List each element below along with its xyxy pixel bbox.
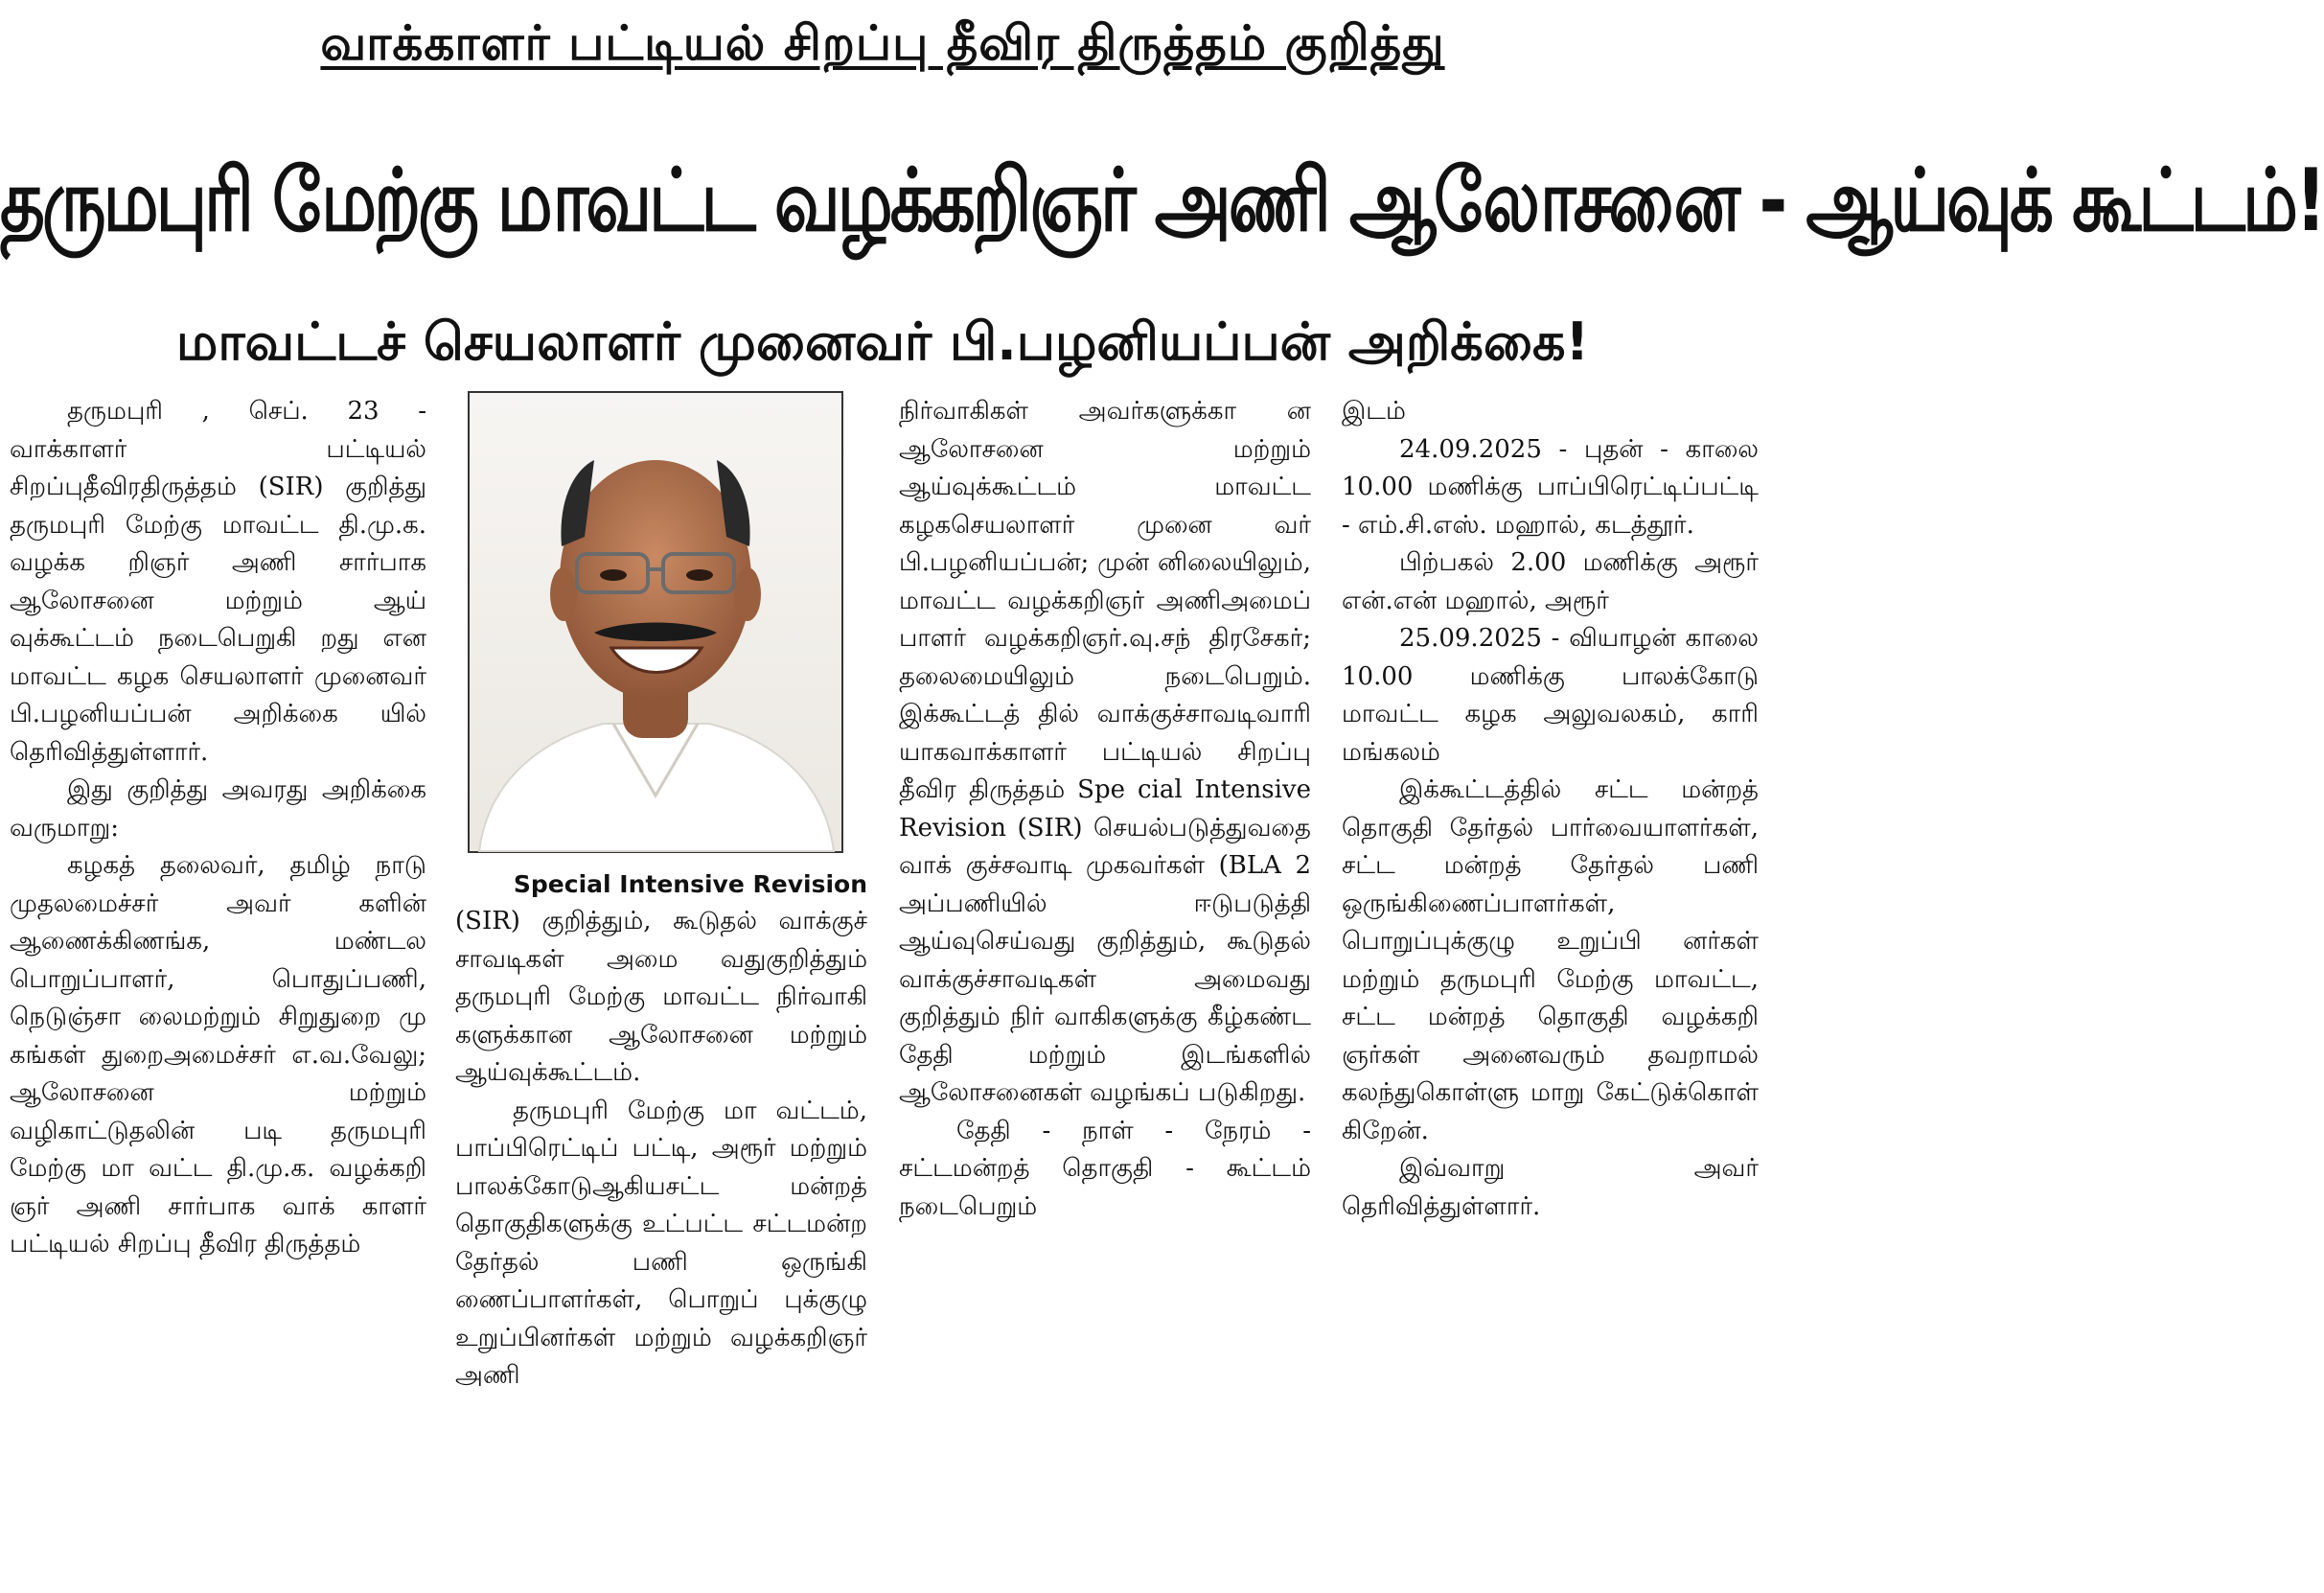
paragraph: இக்கூட்டத்தில் சட்ட மன்றத் தொகுதி தேர்தல் பார்வையாளர்கள், சட்ட மன்றத் தேர்தல் பணி ஒருங்கிணைப்பாளர்கள், பொறுப்புக்குழு உறுப்பி னர்கள் மற்றும் தருமபுரி மேற்கு மாவட்ட, சட்ட மன்றத் தொகுதி வழக்கறி ஞர்கள் அனைவரும் தவறாமல் கலந்துகொள்ளு மாறு கேட்டுக்கொள் கிறேன். [1342,775,1759,1145]
photo-caption: Special Intensive Revision [513,870,867,898]
paragraph: 24.09.2025 - புதன் - காலை 10.00 மணிக்கு பாப்பிரெட்டிப்பட்டி - எம்.சி.எஸ். மஹால், கடத்தூர். [1342,434,1759,540]
paragraph: இது குறித்து அவரது அறிக்கை வருமாறு: [10,775,426,843]
main-headline: தருமபுரி மேற்கு மாவட்ட வழக்கறிஞர் அணி ஆலோசனை - ஆய்வுக் கூட்டம்! [0,150,2324,251]
portrait-illustration [470,393,841,851]
paragraph: தருமபுரி , செப். 23 - வாக்காளர் பட்டியல் சிறப்புதீவிரதிருத்தம் (SIR) குறித்து தருமபுரி மேற்கு மாவட்ட தி.மு.க. வழக்க றிஞர் அணி சார்பாக ஆலோசனை மற்றும் ஆய் வுக்கூட்டம் நடைபெறுகி றது என மாவட்ட கழக செயலாளர் முனைவர் பி.பழனியப்பன் அறிக்கை யில் தெரிவித்துள்ளார். [10,397,426,767]
paragraph: தருமபுரி மேற்கு மா வட்டம், பாப்பிரெட்டிப் பட்டி, அரூர் மற்றும் பாலக்கோடுஆகியசட்ட மன்றத் தொகுதிகளுக்கு உட்பட்ட சட்டமன்ற தேர்தல் பணி ஒருங்கி ணைப்பாளர்கள், பொறுப் புக்குழு உறுப்பினர்கள் மற்றும் வழக்கறிஞர் அணி [455,1096,867,1390]
paragraph: கழகத் தலைவர், தமிழ் நாடு முதலமைச்சர் அவர் களின் ஆணைக்கிணங்க, மண்டல பொறுப்பாளர், பொதுப்பணி, நெடுஞ்சா லைமற்றும் சிறுதுறை மு கங்கள் துறைஅமைச்சர் எ.வ.வேலு; ஆலோசனை மற்றும் வழிகாட்டுதலின் படி தருமபுரி மேற்கு மா வட்ட தி.மு.க. வழக்கறி ஞர் அணி சார்பாக வாக் காளர் பட்டியல் சிறப்பு தீவிர திருத்தம் [10,851,426,1258]
article-column-2 [455,903,867,1591]
sub-headline: மாவட்டச் செயலாளர் முனைவர் பி.பழனியப்பன் அறிக்கை! [175,312,1590,372]
portrait-photo [468,391,843,853]
kicker-headline: வாக்காளர் பட்டியல் சிறப்பு தீவிர திருத்தம் குறித்து [320,15,1445,71]
paragraph: நிர்வாகிகள் அவர்களுக்கா ன ஆலோசனை மற்றும் ஆய்வுக்கூட்டம் மாவட்ட கழகசெயலாளர் முனை வர் பி.பழனியப்பன்; முன் னிலையிலும், மாவட்ட வழக்கறிஞர் அணிஅமைப் பாளர் வழக்கறிஞர்.வு.சந் திரசேகர்; தலைமையிலும் நடைபெறும். இக்கூட்டத் தில் வாக்குச்சாவடிவாரி யாகவாக்காளர் பட்டியல் சிறப்பு தீவிர திருத்தம் Spe cial Intensive Revision (SIR) செயல்படுத்துவதை வாக் குச்சவாடி முகவர்கள் (BLA 2 அப்பணியில் ஈடுபடுத்தி ஆய்வுசெய்வது குறித்தும், கூடுதல் வாக்குச்சாவடிகள் அமைவது குறித்தும் நிர் வாகிகளுக்கு கீழ்கண்ட தேதி மற்றும் இடங்களில் ஆலோசனைகள் வழங்கப் படுகிறது. [899,397,1311,1107]
article-column-3 [899,393,1311,1591]
article-column-4 [1342,393,1759,1591]
article-column-1 [10,393,426,1591]
paragraph: தேதி - நாள் - நேரம் - சட்டமன்றத் தொகுதி - கூட்டம் நடைபெறும் [899,1116,1311,1221]
paragraph: இடம் [1342,397,1406,426]
paragraph: இவ்வாறு அவர் தெரிவித்துள்ளார். [1342,1154,1759,1221]
paragraph: 25.09.2025 - வியாழன் காலை 10.00 மணிக்கு பாலக்கோடு மாவட்ட கழக அலுவலகம், காரி மங்கலம் [1342,624,1759,767]
paragraph: (SIR) குறித்தும், கூடுதல் வாக்குச் சாவடிகள் அமை வதுகுறித்தும் தருமபுரி மேற்கு மாவட்ட நிர்வாகி களுக்கான ஆலோசனை மற்றும் ஆய்வுக்கூட்டம். [455,907,867,1087]
paragraph: பிற்பகல் 2.00 மணிக்கு அரூர் என்.என் மஹால், அரூர் [1342,548,1759,615]
